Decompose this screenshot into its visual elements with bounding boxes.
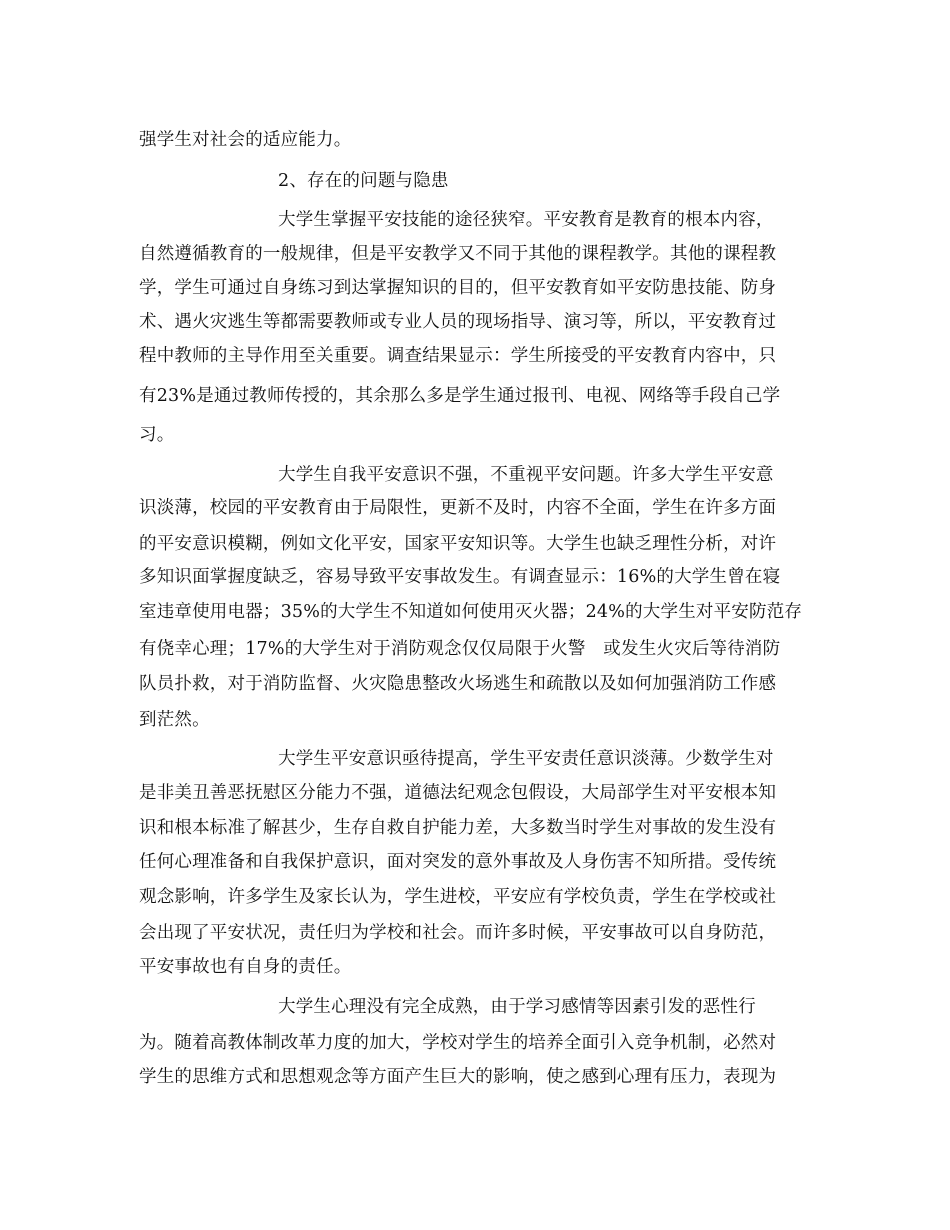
text-line: 习。 (139, 425, 175, 445)
text-line: 术、遇火灾逃生等都需要教师或专业人员的现场指导、演习等，所以，平安教育过 (139, 312, 777, 332)
text-line: 任何心理准备和自我保护意识，面对突发的意外事故及人身伤害不知所措。受传统 (139, 852, 777, 872)
text-line: 观念影响，许多学生及家长认为，学生进校，平安应有学校负责，学生在学校或社 (139, 887, 777, 907)
text-line: 有23%是通过教师传授的，其余那么多是学生通过报刊、电视、网络等手段自己学 (139, 386, 781, 406)
text-line: 自然遵循教育的一般规律，但是平安教学又不同于其他的课程教学。其他的课程教 (139, 244, 777, 264)
text-line: 学，学生可通过自身练习到达掌握知识的目的，但平安教育如平安防患技能、防身 (139, 278, 777, 298)
text-line: 大学生掌握平安技能的途径狭窄。平安教育是教育的根本内容， (278, 210, 774, 230)
text-line: 平安事故也有自身的责任。 (139, 957, 352, 977)
text-line: 大学生心理没有完全成熟，由于学习感情等因素引发的恶性行 (278, 997, 756, 1017)
text-line: 强学生对社会的适应能力。 (139, 130, 352, 150)
text-line: 有侥幸心理；17%的大学生对于消防观念仅仅局限于火警 或发生火灾后等待消防 (139, 639, 781, 659)
text-line: 的平安意识模糊，例如文化平安，国家平安知识等。大学生也缺乏理性分析，对许 (139, 534, 777, 554)
text-line: 室违章使用电器；35%的大学生不知道如何使用灭火器；24%的大学生对平安防范存 (139, 602, 803, 622)
text-line: 多知识面掌握度缺乏，容易导致平安事故发生。有调查显示：16%的大学生曾在寝 (139, 567, 781, 587)
text-line: 为。随着高教体制改革力度的加大，学校对学生的培养全面引入竞争机制，必然对 (139, 1033, 777, 1053)
text-line: 大学生平安意识亟待提高，学生平安责任意识淡薄。少数学生对 (278, 749, 774, 769)
text-line: 程中教师的主导作用至关重要。调查结果显示：学生所接受的平安教育内容中，只 (139, 346, 777, 366)
section-heading: 2、存在的问题与隐患 (278, 171, 449, 191)
text-line: 队员扑救，对于消防监督、火灾隐患整改火场逃生和疏散以及如何加强消防工作感 (139, 674, 777, 694)
text-line: 是非美丑善恶抚慰区分能力不强，道德法纪观念包假设，大局部学生对平安根本知 (139, 783, 777, 803)
text-line: 到茫然。 (139, 710, 210, 730)
text-line: 学生的思维方式和思想观念等方面产生巨大的影响，使之感到心理有压力，表现为 (139, 1067, 777, 1087)
text-line: 大学生自我平安意识不强，不重视平安问题。许多大学生平安意 (278, 465, 774, 485)
text-line: 识和根本标准了解甚少，生存自救自护能力差，大多数当时学生对事故的发生没有 (139, 818, 777, 838)
text-line: 会出现了平安状况，责任归为学校和社会。而许多时候，平安事故可以自身防范， (139, 923, 777, 943)
text-line: 识淡薄，校园的平安教育由于局限性，更新不及时，内容不全面，学生在许多方面 (139, 498, 777, 518)
